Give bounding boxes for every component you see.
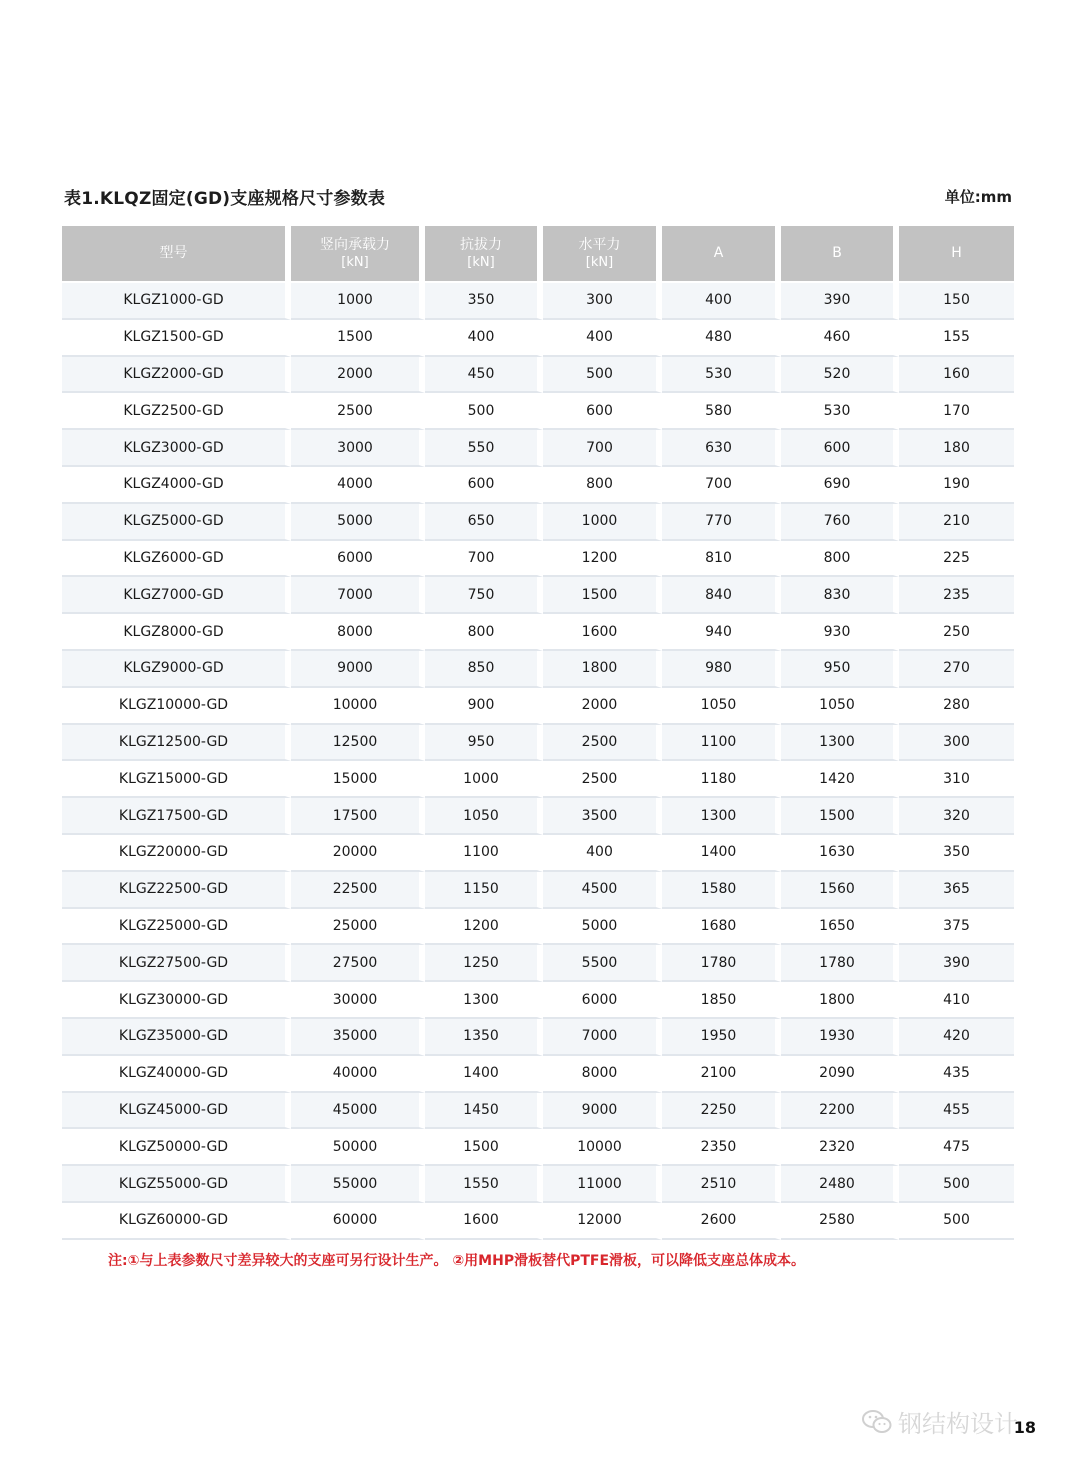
table-row [62,504,1014,541]
table-cell: 60000 [291,1203,425,1240]
table-row [62,393,1014,430]
table-row [62,651,1014,688]
table-row [62,1203,1014,1240]
table-cell: 6000 [543,982,662,1019]
footnote: 注:①与上表参数尺寸差异较大的支座可另行设计生产。 ②用MHP滑板替代PTFE滑板，可以降低支座总体成本。 [108,1253,806,1269]
table-cell: 580 [662,393,781,430]
header-row [62,226,1014,281]
table-cell: 9000 [291,651,425,688]
table-cell: 1250 [425,945,543,982]
column-header-label: A [713,245,724,261]
table-cell: 460 [781,320,899,357]
table-cell: 150 [899,281,1014,320]
table-cell: 1000 [543,504,662,541]
table-cell: 770 [662,504,781,541]
model-cell: KLGZ50000-GD [62,1129,291,1166]
model-cell: KLGZ1500-GD [62,320,291,357]
table-cell: 1500 [425,1129,543,1166]
table-cell: 4000 [291,467,425,504]
table-cell: 1200 [543,541,662,578]
table-cell: 5000 [291,504,425,541]
table-cell: 6000 [291,541,425,578]
table-cell: 1600 [543,614,662,651]
table-row [62,614,1014,651]
table-cell: 1500 [291,320,425,357]
table-cell: 500 [899,1166,1014,1203]
table-cell: 830 [781,577,899,614]
table-cell: 2000 [291,357,425,394]
table-cell: 520 [781,357,899,394]
model-cell: KLGZ9000-GD [62,651,291,688]
column-header [543,226,662,281]
table-cell: 700 [662,467,781,504]
model-cell: KLGZ12500-GD [62,725,291,762]
column-header-unit: [kN] [585,254,614,270]
page-number: 18 [1013,1418,1036,1437]
column-header-label: 竖向承载力 [320,236,390,253]
table-cell: 1680 [662,909,781,946]
table-cell: 365 [899,872,1014,909]
table-cell: 210 [899,504,1014,541]
table-cell: 980 [662,651,781,688]
table-cell: 1300 [781,725,899,762]
table-cell: 2350 [662,1129,781,1166]
column-header-label: H [951,245,962,261]
table-cell: 155 [899,320,1014,357]
table-cell: 550 [425,430,543,467]
table-cell: 2500 [543,761,662,798]
table-cell: 650 [425,504,543,541]
table-cell: 250 [899,614,1014,651]
table-cell: 2500 [543,725,662,762]
table-cell: 350 [425,281,543,320]
model-cell: KLGZ22500-GD [62,872,291,909]
table-cell: 600 [781,430,899,467]
table-cell: 1100 [662,725,781,762]
wechat-icon [862,1409,892,1435]
table-row [62,1056,1014,1093]
column-header-label: B [832,245,842,261]
table-cell: 20000 [291,835,425,872]
column-header [291,226,425,281]
table-row [62,909,1014,946]
model-cell: KLGZ40000-GD [62,1056,291,1093]
table-cell: 190 [899,467,1014,504]
table-cell: 1400 [662,835,781,872]
table-cell: 800 [781,541,899,578]
column-header-label: 水平力 [578,236,621,253]
table-row [62,320,1014,357]
table-cell: 1150 [425,872,543,909]
table-cell: 320 [899,798,1014,835]
table-cell: 45000 [291,1093,425,1130]
table-cell: 1630 [781,835,899,872]
table-caption: 表1.KLQZ固定(GD)支座规格尺寸参数表 [64,189,386,209]
table-row [62,1019,1014,1056]
table-cell: 530 [662,357,781,394]
model-cell: KLGZ30000-GD [62,982,291,1019]
table-cell: 2090 [781,1056,899,1093]
table-cell: 2480 [781,1166,899,1203]
table-cell: 375 [899,909,1014,946]
table-cell: 700 [543,430,662,467]
table-cell: 8000 [543,1056,662,1093]
table-cell: 390 [781,281,899,320]
table-cell: 400 [543,320,662,357]
model-cell: KLGZ6000-GD [62,541,291,578]
table-cell: 10000 [543,1129,662,1166]
table-body [62,281,1014,1240]
table-cell: 3500 [543,798,662,835]
table-cell: 800 [425,614,543,651]
table-cell: 700 [425,541,543,578]
table-cell: 12000 [543,1203,662,1240]
watermark-text: 钢结构设计 [898,1410,1018,1438]
model-cell: KLGZ5000-GD [62,504,291,541]
model-cell: KLGZ27500-GD [62,945,291,982]
table-cell: 2250 [662,1093,781,1130]
watermark [862,1404,1018,1439]
table-cell: 55000 [291,1166,425,1203]
table-cell: 750 [425,577,543,614]
table-cell: 7000 [543,1019,662,1056]
table-cell: 400 [543,835,662,872]
table-cell: 690 [781,467,899,504]
table-cell: 1550 [425,1166,543,1203]
model-cell: KLGZ35000-GD [62,1019,291,1056]
table-cell: 800 [543,467,662,504]
table-cell: 930 [781,614,899,651]
table-cell: 1580 [662,872,781,909]
table-cell: 1800 [543,651,662,688]
column-header-label: 型号 [159,245,188,261]
table-cell: 600 [543,393,662,430]
unit-label: 单位:mm [944,188,1012,206]
column-header-unit: [kN] [467,254,495,270]
table-cell: 475 [899,1129,1014,1166]
table-cell: 420 [899,1019,1014,1056]
column-header [62,226,291,281]
table-cell: 2580 [781,1203,899,1240]
table-cell: 1300 [662,798,781,835]
table-cell: 850 [425,651,543,688]
table-cell: 170 [899,393,1014,430]
table-row [62,467,1014,504]
table-cell: 50000 [291,1129,425,1166]
table-cell: 1800 [781,982,899,1019]
table-cell: 1650 [781,909,899,946]
table-cell: 1950 [662,1019,781,1056]
model-cell: KLGZ17500-GD [62,798,291,835]
table-cell: 410 [899,982,1014,1019]
table-cell: 270 [899,651,1014,688]
table-cell: 225 [899,541,1014,578]
table-cell: 280 [899,688,1014,725]
table-cell: 1780 [781,945,899,982]
model-cell: KLGZ4000-GD [62,467,291,504]
table-cell: 1300 [425,982,543,1019]
table-cell: 400 [425,320,543,357]
table-cell: 500 [543,357,662,394]
model-cell: KLGZ15000-GD [62,761,291,798]
table-cell: 2100 [662,1056,781,1093]
table-row [62,1166,1014,1203]
table-cell: 1500 [781,798,899,835]
table-cell: 950 [425,725,543,762]
table-cell: 400 [662,281,781,320]
table-cell: 12500 [291,725,425,762]
table-cell: 17500 [291,798,425,835]
table-cell: 1780 [662,945,781,982]
model-cell: KLGZ25000-GD [62,909,291,946]
table-cell: 600 [425,467,543,504]
table-cell: 500 [425,393,543,430]
table-cell: 1050 [781,688,899,725]
table-cell: 630 [662,430,781,467]
table-cell: 1560 [781,872,899,909]
table-cell: 1000 [291,281,425,320]
table-cell: 1000 [425,761,543,798]
table-cell: 480 [662,320,781,357]
table-row [62,281,1014,320]
model-cell: KLGZ20000-GD [62,835,291,872]
table-cell: 25000 [291,909,425,946]
model-cell: KLGZ60000-GD [62,1203,291,1240]
table-cell: 1400 [425,1056,543,1093]
table-cell: 1200 [425,909,543,946]
table-cell: 1600 [425,1203,543,1240]
table-cell: 2510 [662,1166,781,1203]
table-cell: 435 [899,1056,1014,1093]
table-cell: 940 [662,614,781,651]
table-cell: 310 [899,761,1014,798]
table-row [62,1129,1014,1166]
table-row [62,577,1014,614]
spec-table-container [62,226,1014,1240]
model-cell: KLGZ8000-GD [62,614,291,651]
table-row [62,798,1014,835]
table-cell: 27500 [291,945,425,982]
model-cell: KLGZ2000-GD [62,357,291,394]
column-header [781,226,899,281]
table-cell: 1050 [425,798,543,835]
table-cell: 810 [662,541,781,578]
table-cell: 450 [425,357,543,394]
table-cell: 1050 [662,688,781,725]
table-cell: 35000 [291,1019,425,1056]
column-header [662,226,781,281]
column-header [425,226,543,281]
table-cell: 4500 [543,872,662,909]
table-cell: 390 [899,945,1014,982]
table-row [62,1093,1014,1130]
table-cell: 300 [543,281,662,320]
table-row [62,430,1014,467]
model-cell: KLGZ3000-GD [62,430,291,467]
model-cell: KLGZ10000-GD [62,688,291,725]
table-row [62,835,1014,872]
table-cell: 160 [899,357,1014,394]
table-cell: 455 [899,1093,1014,1130]
table-cell: 530 [781,393,899,430]
column-header-unit: [kN] [341,254,369,270]
model-cell: KLGZ45000-GD [62,1093,291,1130]
table-cell: 1930 [781,1019,899,1056]
table-cell: 1100 [425,835,543,872]
model-cell: KLGZ55000-GD [62,1166,291,1203]
table-cell: 2600 [662,1203,781,1240]
table-cell: 5500 [543,945,662,982]
table-cell: 40000 [291,1056,425,1093]
table-cell: 30000 [291,982,425,1019]
table-cell: 5000 [543,909,662,946]
model-cell: KLGZ1000-GD [62,281,291,320]
table-cell: 8000 [291,614,425,651]
table-cell: 3000 [291,430,425,467]
table-cell: 1180 [662,761,781,798]
table-cell: 350 [899,835,1014,872]
table-row [62,872,1014,909]
table-cell: 950 [781,651,899,688]
table-cell: 10000 [291,688,425,725]
table-header [62,226,1014,281]
table-cell: 15000 [291,761,425,798]
table-row [62,357,1014,394]
table-cell: 500 [899,1203,1014,1240]
table-cell: 180 [899,430,1014,467]
table-cell: 9000 [543,1093,662,1130]
column-header [899,226,1014,281]
table-cell: 300 [899,725,1014,762]
table-cell: 1500 [543,577,662,614]
table-row [62,982,1014,1019]
table-cell: 22500 [291,872,425,909]
table-cell: 840 [662,577,781,614]
model-cell: KLGZ7000-GD [62,577,291,614]
table-row [62,725,1014,762]
table-cell: 1420 [781,761,899,798]
column-header-label: 抗拔力 [460,236,502,253]
table-cell: 2000 [543,688,662,725]
table-row [62,688,1014,725]
table-cell: 2200 [781,1093,899,1130]
spec-table [62,226,1014,1240]
table-row [62,541,1014,578]
model-cell: KLGZ2500-GD [62,393,291,430]
table-cell: 1450 [425,1093,543,1130]
table-cell: 900 [425,688,543,725]
table-cell: 7000 [291,577,425,614]
table-cell: 11000 [543,1166,662,1203]
table-cell: 760 [781,504,899,541]
table-cell: 2320 [781,1129,899,1166]
table-cell: 235 [899,577,1014,614]
table-row [62,945,1014,982]
table-cell: 1850 [662,982,781,1019]
table-row [62,761,1014,798]
table-cell: 2500 [291,393,425,430]
table-cell: 1350 [425,1019,543,1056]
